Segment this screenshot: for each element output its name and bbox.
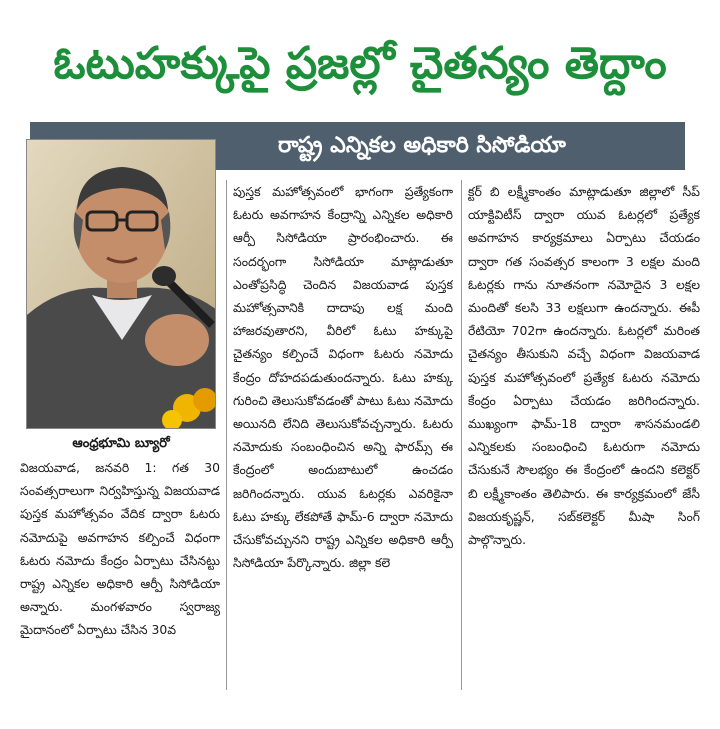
article-text: పుస్తక మహోత్సవంలో భాగంగా ప్రత్యేకంగా ఓటరు అవగాహన కేంద్రాన్ని ఎన్నికల అధికారి ఆర్పీ సిసోడియా ప్రారంభించారు. ఈ సందర్భంగా సిసోడియా మాట్లాడుతూ ఎంతోప్రసిద్ధి చెందిన విజయవాడ పుస్తక మహోత్సవానికి దాదాపు లక్ష మంది హాజరవుతారని, వీరిలో ఓటు హక్కుపై చైతన్యం కల్పించే విధంగా ఓటరు నమోదు కేంద్రం దోహదపడుతుందన్నారు. ఓటు హక్కు గురించి తెలుసుకోవడంతో పాటు ఓటు నమోదు అయినది లేనిది తెలుసుకోవచ్చన్నారు. ఓటరు నమోదుకు సంబంధించిన అన్ని ఫారమ్స్ ఈ కేంద్రంలో అందుబాటులో ఉంచడం జరిగిందన్నారు. యువ ఓటర్లకు ఎవరికైనా ఓటు హక్కు లేకపోతే ఫామ్-6 ద్వారా నమోదు చేసుకోవచ్చునని రాష్ట్ర ఎన్నికల అధికారి ఆర్పీ సిసోడియా పేర్కొన్నారు. జిల్లా కలె — [233, 184, 453, 571]
column-divider — [226, 180, 227, 690]
photo-caption: ఆంధ్రభూమి బ్యూరో — [72, 436, 170, 451]
article-column-3 — [468, 180, 700, 670]
speaker-illustration — [27, 140, 216, 429]
headline: ఓటుహక్కుపై ప్రజల్లో చైతన్యం తెద్దాం — [53, 38, 667, 89]
article-text: క్టర్ బి లక్ష్మీకాంతం మాట్లాడుతూ జిల్లాలో సీప్ యాక్టివిటీస్ ద్వారా యువ ఓటర్లలో ప్రత్యేక అవగాహన కార్యక్రమాలు ఏర్పాటు చేయడం ద్వారా గత సంవత్సర కాలంగా 3 లక్షల మంది ఓటర్లకు గాను నూతనంగా నమోదైన 3 లక్షల మందితో కలసి 33 లక్షలుగా ఉందన్నారు. ఈపీ రేటియో 702గా ఉందన్నారు. ఓటర్లలో మరింత చైతన్యం తీసుకుని వచ్చే విధంగా విజయవాడ పుస్తక మహోత్సవంలో ప్రత్యేక ఓటరు నమోదు కేంద్రం ఏర్పాటు చేయడం జరిగిందన్నారు. ముఖ్యంగా ఫామ్-18 ద్వారా శాసనమండలి ఎన్నికలకు సంబంధించి ఓటరుగా నమోదు చేసుకునే సౌలభ్యం ఈ కేంద్రంలో ఉందని కలెక్టర్ బి లక్ష్మీకాంతం తెలిపారు. ఈ కార్యక్రమంలో జేసీ విజయకృష్ణన్, సబ్‌కలెక్టర్ మీషా సింగ్ పాల్గొన్నారు. — [468, 184, 700, 548]
speaker-photo — [26, 139, 216, 429]
article-column-1 — [20, 456, 220, 696]
article-text: విజయవాడ, జనవరి 1: గత 30 సంవత్సరాలుగా నిర్వహిస్తున్న విజయవాడ పుస్తక మహోత్సవం వేదిక ద్వారా ఓటరు నమోదుపై అవగాహన కల్పించే విధంగా ఓటరు నమోదు కేంద్రం ఏర్పాటు చేసినట్టు రాష్ట్ర ఎన్నికల అధికారి ఆర్పీ సిసోడియా అన్నారు. మంగళవారం స్వరాజ్య మైదానంలో ఏర్పాటు చేసిన 30వ — [20, 460, 220, 638]
column-divider — [461, 180, 462, 690]
subheadline: రాష్ట్ర ఎన్నికల అధికారి సిసోడియా — [278, 133, 566, 158]
article-column-2 — [233, 180, 453, 685]
